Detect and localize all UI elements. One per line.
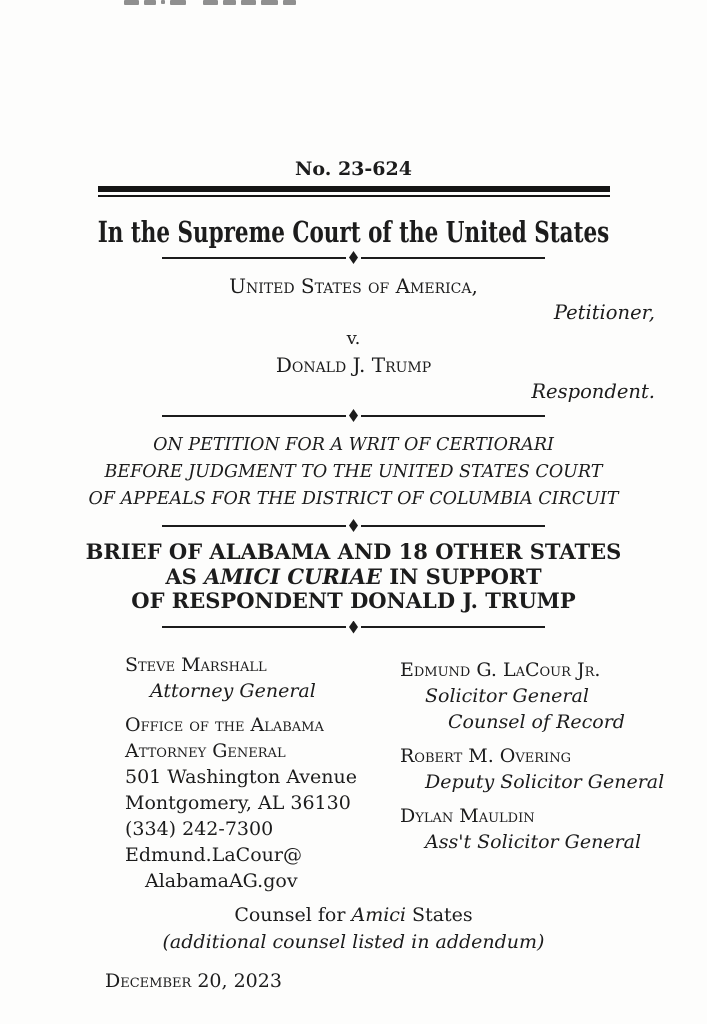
counsel-name: Edmund G. LaCour Jr. xyxy=(400,658,601,681)
attorney-title: Attorney General xyxy=(150,679,316,702)
cert-statement-line-2: BEFORE JUDGMENT TO THE UNITED STATES COURT xyxy=(104,462,603,482)
top-double-rule xyxy=(98,186,610,197)
respondent-label: Respondent. xyxy=(531,380,655,403)
respondent-name: Donald J. Trump xyxy=(275,353,432,377)
counsel-block xyxy=(125,652,707,894)
diamond-separator-icon xyxy=(349,409,358,422)
section-divider xyxy=(0,251,707,264)
counsel-title: Solicitor General xyxy=(425,684,589,707)
attorney-name: Steve Marshall xyxy=(125,653,267,676)
divider-line xyxy=(361,257,545,259)
additional-counsel-note: (additional counsel listed in addendum) xyxy=(162,930,545,953)
divider-line xyxy=(162,626,346,628)
address-line-1: 501 Washington Avenue xyxy=(125,765,357,788)
divider-line xyxy=(361,415,545,417)
counsel-right-column xyxy=(400,657,664,894)
counsel-title: Ass't Solicitor General xyxy=(425,830,642,853)
brief-title-line-1: BRIEF OF ALABAMA AND 18 OTHER STATES xyxy=(85,539,622,564)
email-line-2: AlabamaAG.gov xyxy=(145,869,298,892)
divider-line xyxy=(162,257,346,259)
phone-number: (334) 242-7300 xyxy=(125,817,274,840)
case-number: No. 23-624 xyxy=(295,158,412,180)
brief-title-line-2-pre: AS xyxy=(165,563,205,589)
diamond-separator-icon xyxy=(349,621,358,634)
court-title: In the Supreme Court of the United States xyxy=(97,215,610,249)
diamond-separator-icon xyxy=(349,251,358,264)
divider-line xyxy=(162,415,346,417)
cert-statement-line-1: ON PETITION FOR A WRIT OF CERTIORARI xyxy=(153,435,554,455)
brief-title-line-2 xyxy=(0,565,707,590)
counsel-name: Dylan Mauldin xyxy=(400,804,535,827)
petitioner-label: Petitioner, xyxy=(553,301,655,324)
divider-line xyxy=(162,525,346,527)
petitioner-name: United States of America, xyxy=(229,274,478,298)
cropped-text-artifact xyxy=(124,0,301,7)
counsel-left-column xyxy=(125,652,400,894)
brief-title xyxy=(0,540,707,614)
counsel-for-post: States xyxy=(406,903,473,926)
versus-label: v. xyxy=(346,328,361,349)
counsel-for-pre: Counsel for xyxy=(234,903,352,926)
brief-title-line-2-italic: AMICI CURIAE xyxy=(204,563,382,589)
section-divider xyxy=(0,409,707,422)
address-line-2: Montgomery, AL 36130 xyxy=(125,791,351,814)
counsel-of-record-label: Counsel of Record xyxy=(448,710,625,733)
section-divider xyxy=(0,519,707,532)
cert-statement-line-3: OF APPEALS FOR THE DISTRICT OF COLUMBIA CIRCUIT xyxy=(88,489,619,509)
office-line-1: Office of the Alabama xyxy=(125,713,324,736)
email-line-1: Edmund.LaCour@ xyxy=(125,843,302,866)
brief-title-line-2-post: IN SUPPORT xyxy=(381,563,542,589)
counsel-for-italic: Amici xyxy=(351,903,407,926)
counsel-title: Deputy Solicitor General xyxy=(425,770,665,793)
filing-date: December 20, 2023 xyxy=(105,969,282,992)
divider-line xyxy=(361,626,545,628)
diamond-separator-icon xyxy=(349,519,358,532)
counsel-for-amici-line xyxy=(0,902,707,929)
parties-block xyxy=(0,273,707,405)
counsel-entry xyxy=(400,743,664,795)
counsel-entry xyxy=(400,803,664,855)
counsel-entry xyxy=(400,657,664,735)
counsel-name: Robert M. Overing xyxy=(400,744,571,767)
section-divider xyxy=(0,621,707,634)
cert-statement xyxy=(0,432,707,513)
office-line-2: Attorney General xyxy=(125,739,286,762)
brief-title-line-3: OF RESPONDENT DONALD J. TRUMP xyxy=(131,588,576,613)
divider-line xyxy=(361,525,545,527)
